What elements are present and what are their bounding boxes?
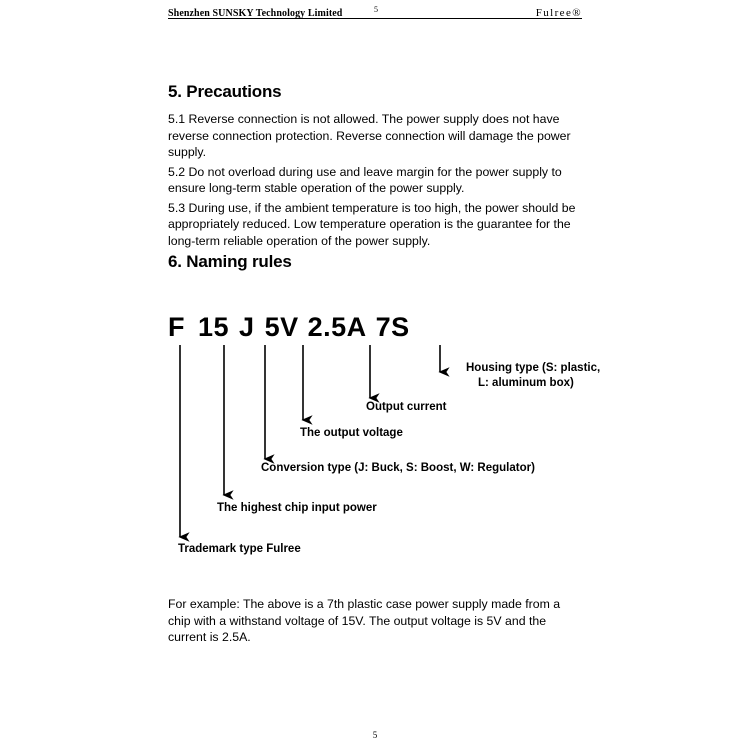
callout-housing-type-line1: Housing type (S: plastic,: [466, 362, 601, 374]
code-segment-conversion: J: [239, 312, 255, 342]
header-company-name: Shenzhen SUNSKY Technology Limited: [168, 8, 343, 19]
naming-rules-heading: 6. Naming rules: [168, 252, 292, 271]
callout-housing-type-line2: L: aluminum box): [478, 377, 574, 389]
code-segment-trademark: F: [168, 312, 185, 342]
naming-code-line: [168, 312, 582, 343]
page-header: [168, 5, 582, 30]
precautions-heading: 5. Precautions: [168, 82, 282, 101]
callout-chip-input-power: The highest chip input power: [217, 502, 377, 514]
code-segment-current: 2.5A: [307, 312, 367, 342]
callout-conversion-type: Conversion type (J: Buck, S: Boost, W: Regulator): [261, 462, 535, 474]
code-segment-power: 15: [198, 312, 230, 342]
precaution-item-3: 5.3 During use, if the ambient temperature is too high, the power should be appropriately reduced. Low temperature operation is the guarantee for the long-term reliable operation of the power supply.: [168, 200, 576, 248]
naming-example-text: For example: The above is a 7th plastic case power supply made from a chip with a withstand voltage of 15V. The output voltage is 5V and the current is 2.5A.: [168, 597, 561, 644]
code-segment-voltage: 5V: [264, 312, 299, 342]
callout-trademark-type: Trademark type Fulree: [178, 543, 301, 555]
code-segment-housing: 7S: [375, 312, 410, 342]
header-divider: [168, 18, 582, 19]
callout-output-voltage: The output voltage: [300, 427, 403, 439]
callout-output-current: Output current: [366, 401, 447, 413]
header-page-marker: 5: [374, 5, 378, 14]
header-brand: Fulree®: [535, 7, 582, 19]
footer-page-number: 5: [372, 730, 378, 740]
precaution-item-1: 5.1 Reverse connection is not allowed. The power supply does not have reverse connection protection. Reverse connection will damage the power supply.: [168, 112, 571, 159]
precaution-item-2: 5.2 Do not overload during use and leave margin for the power supply to ensure long-term stable operation of the power supply.: [168, 164, 562, 195]
document-body: [168, 82, 582, 281]
